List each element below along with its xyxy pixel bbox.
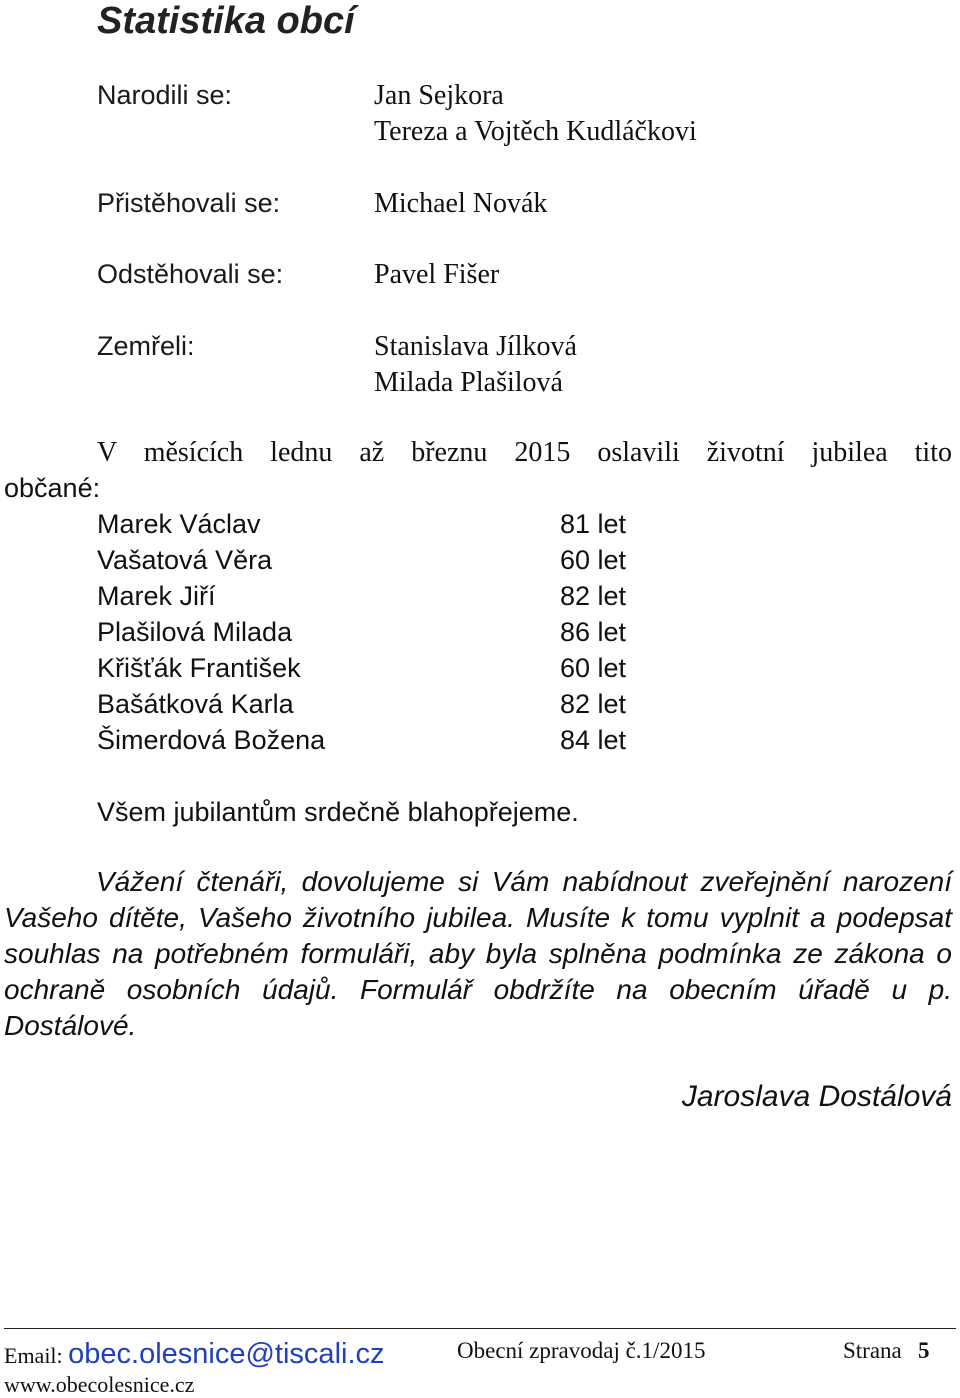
jubilant-age: 81 let (560, 509, 627, 539)
email-label: Email: (4, 1343, 63, 1368)
jubilant-age: 60 let (560, 545, 627, 575)
issue-label: Obecní zpravodaj č.1/2015 (457, 1338, 706, 1363)
jubilant-age: 84 let (560, 725, 627, 755)
jubilant-age: 86 let (560, 617, 627, 647)
jubilant-age: 60 let (560, 653, 627, 683)
death-entry: Milada Plašilová (374, 367, 563, 398)
jubilant-name: Marek Jiří (97, 581, 216, 611)
website-link[interactable]: www.obecolesnice.cz (4, 1372, 195, 1397)
footer-email (4, 1338, 385, 1371)
death-entry: Stanislava Jílková (374, 331, 577, 362)
jubilant-name: Křišťák František (97, 653, 301, 683)
moved-out-label: Odstěhovali se: (97, 259, 284, 289)
deaths-label: Zemřeli: (97, 331, 195, 361)
moved-in-label: Přistěhovali se: (97, 188, 281, 218)
jubilee-intro: V měsících lednu až březnu 2015 oslavili životní jubilea tito (97, 437, 952, 468)
jubilant-name: Vašatová Věra (97, 545, 273, 575)
jubilant-name: Marek Václav (97, 509, 261, 539)
jubilant-age: 82 let (560, 689, 627, 719)
births-label: Narodili se: (97, 80, 233, 110)
birth-entry: Tereza a Vojtěch Kudláčkovi (374, 116, 697, 147)
birth-entry: Jan Sejkora (374, 80, 504, 111)
footer-divider (4, 1328, 956, 1329)
page-number: 5 (918, 1338, 930, 1363)
jubilant-name: Šimerdová Božena (97, 725, 326, 755)
page-label: Strana (843, 1338, 902, 1363)
jubilant-age: 82 let (560, 581, 627, 611)
jubilee-intro-continued: občané: (4, 473, 101, 503)
congratulations-text: Všem jubilantům srdečně blahopřejeme. (97, 797, 579, 827)
notice-paragraph (4, 864, 952, 1044)
email-link[interactable]: obec.olesnice@tiscali.cz (68, 1338, 385, 1370)
moved-out-entry: Pavel Fišer (374, 259, 500, 290)
moved-in-entry: Michael Novák (374, 188, 548, 219)
notice-text: Vážení čtenáři, dovolujeme si Vám nabídnout zveřejnění narození Vašeho dítěte, Vašeho životního jubilea. Musíte k tomu vyplnit a podepsat souhlas na potřebném formuláři, aby byla splněna podmínka ze zákona o ochraně osobních údajů. Formulář obdržíte na obecním úřadě u p. Dostálové. (4, 866, 952, 1041)
jubilant-name: Plašilová Milada (97, 617, 293, 647)
signature: Jaroslava Dostálová (681, 1080, 952, 1113)
jubilant-name: Bašátková Karla (97, 689, 294, 719)
page-title: Statistika obcí (97, 0, 355, 42)
